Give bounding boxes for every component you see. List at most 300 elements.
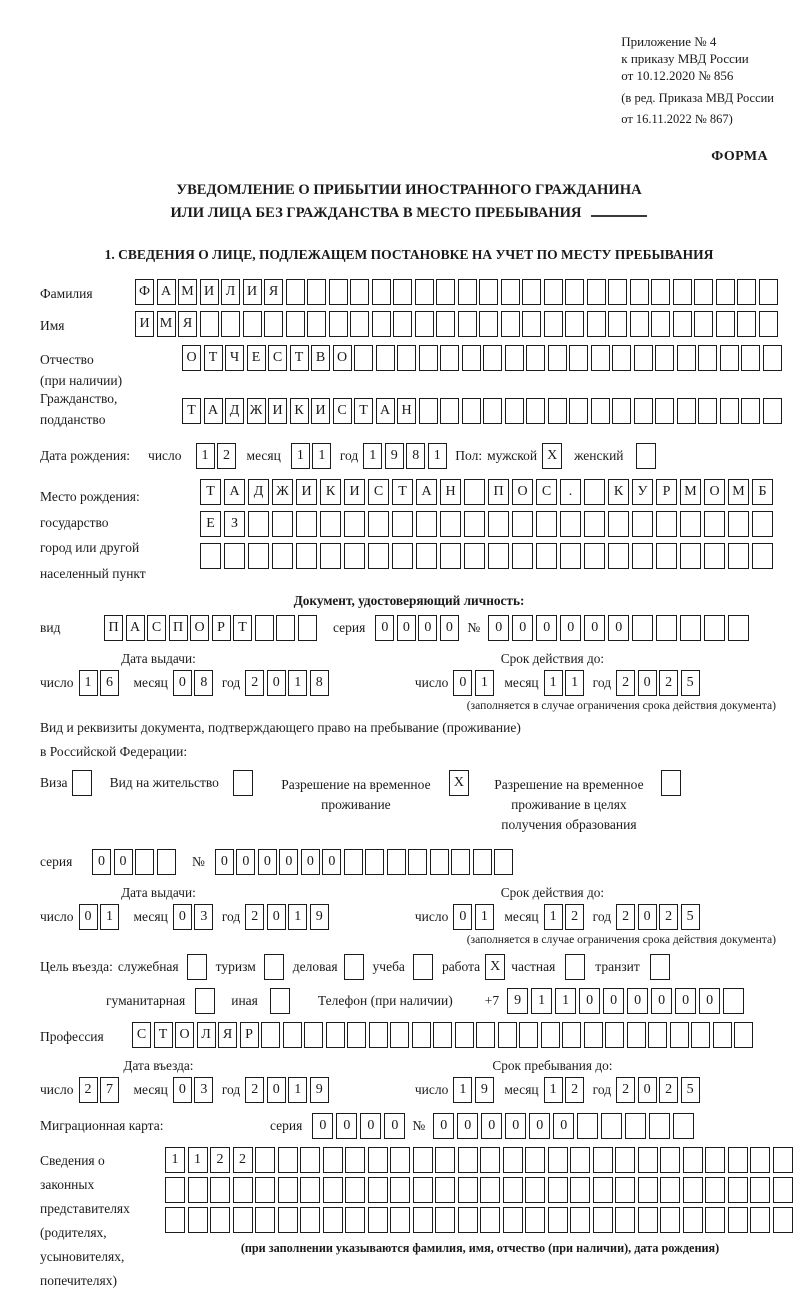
char-cell[interactable] [759,279,778,305]
char-cell[interactable]: 1 [475,670,494,696]
char-cell[interactable] [630,311,649,337]
char-cell[interactable]: 1 [196,443,215,469]
char-cell[interactable] [728,1207,748,1233]
char-cell[interactable] [365,849,384,875]
char-cell[interactable] [326,1022,345,1048]
char-cell[interactable] [677,345,696,371]
char-cell[interactable]: О [190,615,209,641]
char-cell[interactable] [728,1177,748,1203]
char-cell[interactable] [458,1147,478,1173]
char-cell[interactable] [307,279,326,305]
char-cell[interactable]: М [157,311,176,337]
char-cell[interactable] [720,345,739,371]
char-cell[interactable] [632,511,653,537]
char-cell[interactable]: Л [221,279,240,305]
char-cell[interactable]: 0 [258,849,277,875]
char-cell[interactable]: 1 [453,1077,472,1103]
char-cell[interactable] [476,1022,495,1048]
char-cell[interactable]: 0 [457,1113,478,1139]
char-cell[interactable] [233,1207,253,1233]
char-cell[interactable] [488,511,509,537]
purpose-other-checkbox[interactable] [270,988,290,1014]
char-cell[interactable]: Д [248,479,269,505]
char-cell[interactable] [298,615,317,641]
char-cell[interactable]: Р [212,615,231,641]
char-cell[interactable] [632,543,653,569]
char-cell[interactable]: 2 [616,1077,635,1103]
char-cell[interactable]: 1 [165,1147,185,1173]
char-cell[interactable]: 0 [92,849,111,875]
char-cell[interactable] [741,345,760,371]
char-cell[interactable]: 0 [173,1077,192,1103]
char-cell[interactable] [390,1207,410,1233]
char-cell[interactable] [436,311,455,337]
char-cell[interactable]: 0 [440,615,459,641]
char-cell[interactable] [307,311,326,337]
char-cell[interactable]: 0 [488,615,509,641]
purpose-work-checkbox[interactable]: X [485,954,505,980]
char-cell[interactable] [651,279,670,305]
char-cell[interactable] [773,1177,793,1203]
char-cell[interactable] [741,398,760,424]
char-cell[interactable]: 9 [475,1077,494,1103]
char-cell[interactable] [608,511,629,537]
char-cell[interactable] [188,1207,208,1233]
char-cell[interactable] [634,345,653,371]
char-cell[interactable] [416,543,437,569]
char-cell[interactable] [587,311,606,337]
char-cell[interactable] [464,511,485,537]
char-cell[interactable]: Т [354,398,373,424]
char-cell[interactable] [494,849,513,875]
char-cell[interactable]: С [536,479,557,505]
char-cell[interactable] [752,511,773,537]
char-cell[interactable]: О [512,479,533,505]
char-cell[interactable]: Е [200,511,221,537]
char-cell[interactable] [525,1147,545,1173]
char-cell[interactable] [390,1177,410,1203]
char-cell[interactable]: 0 [603,988,624,1014]
char-cell[interactable] [584,511,605,537]
char-cell[interactable] [329,279,348,305]
char-cell[interactable]: 1 [475,904,494,930]
char-cell[interactable]: 0 [267,670,286,696]
char-cell[interactable] [608,279,627,305]
char-cell[interactable] [605,1022,624,1048]
char-cell[interactable] [300,1207,320,1233]
char-cell[interactable] [413,1177,433,1203]
temp-residence-edu-checkbox[interactable] [661,770,681,796]
char-cell[interactable] [525,1177,545,1203]
char-cell[interactable]: Ж [272,479,293,505]
char-cell[interactable] [704,511,725,537]
char-cell[interactable] [397,345,416,371]
char-cell[interactable] [480,1207,500,1233]
char-cell[interactable]: 1 [288,1077,307,1103]
purpose-transit-checkbox[interactable] [650,954,670,980]
char-cell[interactable]: О [175,1022,194,1048]
char-cell[interactable] [660,1207,680,1233]
char-cell[interactable] [286,311,305,337]
char-cell[interactable] [728,511,749,537]
char-cell[interactable]: 0 [529,1113,550,1139]
char-cell[interactable] [548,1147,568,1173]
char-cell[interactable] [283,1022,302,1048]
char-cell[interactable]: 0 [79,904,98,930]
char-cell[interactable] [591,398,610,424]
char-cell[interactable]: Р [656,479,677,505]
char-cell[interactable] [323,1207,343,1233]
char-cell[interactable]: 0 [638,1077,657,1103]
char-cell[interactable] [522,279,541,305]
char-cell[interactable] [562,1022,581,1048]
char-cell[interactable] [569,345,588,371]
char-cell[interactable] [763,398,782,424]
char-cell[interactable] [210,1177,230,1203]
char-cell[interactable]: К [320,479,341,505]
char-cell[interactable] [165,1177,185,1203]
char-cell[interactable] [525,1207,545,1233]
char-cell[interactable] [673,279,692,305]
char-cell[interactable] [656,615,677,641]
char-cell[interactable] [329,311,348,337]
char-cell[interactable] [419,398,438,424]
char-cell[interactable]: 7 [100,1077,119,1103]
char-cell[interactable]: 1 [544,904,563,930]
purpose-humanitarian-checkbox[interactable] [195,988,215,1014]
char-cell[interactable] [419,345,438,371]
char-cell[interactable]: 8 [194,670,213,696]
char-cell[interactable]: П [104,615,123,641]
char-cell[interactable] [698,345,717,371]
char-cell[interactable] [660,1147,680,1173]
char-cell[interactable] [455,1022,474,1048]
char-cell[interactable] [387,849,406,875]
char-cell[interactable] [670,1022,689,1048]
char-cell[interactable]: 2 [245,1077,264,1103]
char-cell[interactable] [458,279,477,305]
char-cell[interactable]: 0 [584,615,605,641]
char-cell[interactable]: 0 [267,1077,286,1103]
char-cell[interactable]: Т [392,479,413,505]
char-cell[interactable] [368,543,389,569]
char-cell[interactable]: У [632,479,653,505]
char-cell[interactable] [433,1022,452,1048]
char-cell[interactable] [615,1147,635,1173]
char-cell[interactable] [458,311,477,337]
char-cell[interactable] [479,311,498,337]
char-cell[interactable]: 0 [173,904,192,930]
char-cell[interactable] [276,615,295,641]
char-cell[interactable]: 2 [565,1077,584,1103]
char-cell[interactable] [296,511,317,537]
char-cell[interactable] [569,398,588,424]
char-cell[interactable]: 1 [79,670,98,696]
char-cell[interactable] [323,1177,343,1203]
char-cell[interactable]: 2 [233,1147,253,1173]
char-cell[interactable] [372,279,391,305]
char-cell[interactable] [435,1207,455,1233]
char-cell[interactable] [435,1177,455,1203]
char-cell[interactable]: 2 [659,1077,678,1103]
char-cell[interactable] [255,1147,275,1173]
char-cell[interactable]: 0 [433,1113,454,1139]
char-cell[interactable] [570,1207,590,1233]
char-cell[interactable] [369,1022,388,1048]
char-cell[interactable] [593,1207,613,1233]
char-cell[interactable] [649,1113,670,1139]
char-cell[interactable] [505,345,524,371]
char-cell[interactable] [632,615,653,641]
char-cell[interactable] [773,1207,793,1233]
char-cell[interactable] [601,1113,622,1139]
char-cell[interactable] [286,279,305,305]
char-cell[interactable]: 1 [188,1147,208,1173]
char-cell[interactable] [462,398,481,424]
char-cell[interactable] [415,311,434,337]
char-cell[interactable] [512,543,533,569]
char-cell[interactable]: 1 [288,904,307,930]
char-cell[interactable] [393,311,412,337]
char-cell[interactable]: 1 [363,443,382,469]
char-cell[interactable]: Н [440,479,461,505]
char-cell[interactable] [560,543,581,569]
char-cell[interactable] [200,543,221,569]
char-cell[interactable] [713,1022,732,1048]
char-cell[interactable]: 0 [336,1113,357,1139]
char-cell[interactable] [372,311,391,337]
char-cell[interactable] [728,543,749,569]
char-cell[interactable]: 1 [428,443,447,469]
char-cell[interactable] [638,1177,658,1203]
char-cell[interactable] [648,1022,667,1048]
char-cell[interactable]: Н [397,398,416,424]
char-cell[interactable] [634,398,653,424]
char-cell[interactable] [705,1207,725,1233]
char-cell[interactable]: 0 [627,988,648,1014]
char-cell[interactable]: 1 [288,670,307,696]
char-cell[interactable]: И [200,279,219,305]
char-cell[interactable] [135,849,154,875]
char-cell[interactable] [368,1177,388,1203]
char-cell[interactable]: Е [247,345,266,371]
char-cell[interactable] [296,543,317,569]
visa-checkbox[interactable] [72,770,92,796]
purpose-official-checkbox[interactable] [187,954,207,980]
char-cell[interactable] [413,1207,433,1233]
sex-female-checkbox[interactable] [636,443,656,469]
char-cell[interactable]: 0 [453,904,472,930]
char-cell[interactable] [436,279,455,305]
char-cell[interactable] [412,1022,431,1048]
char-cell[interactable] [255,615,274,641]
char-cell[interactable] [350,279,369,305]
char-cell[interactable] [734,1022,753,1048]
char-cell[interactable] [683,1177,703,1203]
char-cell[interactable] [393,279,412,305]
char-cell[interactable]: 9 [385,443,404,469]
char-cell[interactable] [577,1113,598,1139]
char-cell[interactable]: 0 [651,988,672,1014]
char-cell[interactable] [612,345,631,371]
char-cell[interactable] [344,511,365,537]
char-cell[interactable] [548,1177,568,1203]
char-cell[interactable] [763,345,782,371]
char-cell[interactable]: И [268,398,287,424]
char-cell[interactable] [165,1207,185,1233]
char-cell[interactable]: З [224,511,245,537]
char-cell[interactable]: 0 [418,615,437,641]
char-cell[interactable]: Я [264,279,283,305]
char-cell[interactable] [673,1113,694,1139]
char-cell[interactable] [451,849,470,875]
char-cell[interactable]: 0 [312,1113,333,1139]
char-cell[interactable] [408,849,427,875]
char-cell[interactable] [720,398,739,424]
char-cell[interactable]: 0 [114,849,133,875]
char-cell[interactable] [320,543,341,569]
char-cell[interactable] [728,1147,748,1173]
char-cell[interactable]: С [333,398,352,424]
char-cell[interactable]: 1 [565,670,584,696]
char-cell[interactable] [694,279,713,305]
char-cell[interactable] [255,1207,275,1233]
char-cell[interactable] [430,849,449,875]
char-cell[interactable] [512,511,533,537]
char-cell[interactable] [435,1147,455,1173]
char-cell[interactable]: Л [197,1022,216,1048]
char-cell[interactable] [630,279,649,305]
char-cell[interactable]: . [560,479,581,505]
char-cell[interactable] [480,1147,500,1173]
char-cell[interactable] [694,311,713,337]
char-cell[interactable] [210,1207,230,1233]
char-cell[interactable] [683,1147,703,1173]
char-cell[interactable] [458,1207,478,1233]
char-cell[interactable]: 0 [173,670,192,696]
char-cell[interactable] [704,615,725,641]
char-cell[interactable] [750,1177,770,1203]
char-cell[interactable] [728,615,749,641]
char-cell[interactable]: Т [182,398,201,424]
char-cell[interactable] [505,398,524,424]
char-cell[interactable]: А [376,398,395,424]
char-cell[interactable]: Ж [247,398,266,424]
char-cell[interactable]: П [169,615,188,641]
char-cell[interactable]: С [268,345,287,371]
char-cell[interactable]: 1 [100,904,119,930]
char-cell[interactable] [272,543,293,569]
char-cell[interactable] [704,543,725,569]
char-cell[interactable] [264,311,283,337]
char-cell[interactable] [584,1022,603,1048]
char-cell[interactable]: И [135,311,154,337]
char-cell[interactable]: 0 [608,615,629,641]
char-cell[interactable] [560,511,581,537]
char-cell[interactable] [737,279,756,305]
char-cell[interactable] [503,1207,523,1233]
char-cell[interactable]: Т [204,345,223,371]
char-cell[interactable]: Ф [135,279,154,305]
char-cell[interactable]: 5 [681,904,700,930]
char-cell[interactable] [773,1147,793,1173]
char-cell[interactable] [415,279,434,305]
purpose-study-checkbox[interactable] [413,954,433,980]
residence-permit-checkbox[interactable] [233,770,253,796]
char-cell[interactable]: 0 [301,849,320,875]
char-cell[interactable] [350,311,369,337]
char-cell[interactable] [660,1177,680,1203]
char-cell[interactable] [473,849,492,875]
char-cell[interactable] [503,1177,523,1203]
char-cell[interactable]: М [728,479,749,505]
char-cell[interactable] [416,511,437,537]
char-cell[interactable] [615,1177,635,1203]
char-cell[interactable]: 2 [245,670,264,696]
char-cell[interactable] [345,1177,365,1203]
char-cell[interactable]: Т [233,615,252,641]
char-cell[interactable]: 1 [531,988,552,1014]
char-cell[interactable]: 5 [681,670,700,696]
char-cell[interactable]: 5 [681,1077,700,1103]
char-cell[interactable] [750,1147,770,1173]
char-cell[interactable]: 0 [579,988,600,1014]
char-cell[interactable]: Т [154,1022,173,1048]
char-cell[interactable]: 0 [384,1113,405,1139]
char-cell[interactable] [737,311,756,337]
char-cell[interactable] [157,849,176,875]
char-cell[interactable] [440,543,461,569]
char-cell[interactable] [440,345,459,371]
char-cell[interactable] [625,1113,646,1139]
char-cell[interactable]: Д [225,398,244,424]
char-cell[interactable] [354,345,373,371]
char-cell[interactable] [501,279,520,305]
char-cell[interactable]: 0 [322,849,341,875]
char-cell[interactable]: Р [240,1022,259,1048]
char-cell[interactable]: И [344,479,365,505]
char-cell[interactable] [584,543,605,569]
char-cell[interactable]: 9 [507,988,528,1014]
char-cell[interactable]: 9 [310,904,329,930]
char-cell[interactable] [221,311,240,337]
char-cell[interactable] [278,1177,298,1203]
char-cell[interactable] [390,1022,409,1048]
char-cell[interactable]: 2 [565,904,584,930]
char-cell[interactable] [464,543,485,569]
char-cell[interactable] [673,311,692,337]
char-cell[interactable] [188,1177,208,1203]
char-cell[interactable]: 0 [453,670,472,696]
char-cell[interactable]: 1 [291,443,310,469]
char-cell[interactable]: Я [178,311,197,337]
char-cell[interactable] [519,1022,538,1048]
char-cell[interactable] [248,511,269,537]
char-cell[interactable]: 2 [659,904,678,930]
char-cell[interactable]: 0 [553,1113,574,1139]
char-cell[interactable]: В [311,345,330,371]
char-cell[interactable] [255,1177,275,1203]
char-cell[interactable] [655,345,674,371]
char-cell[interactable] [536,543,557,569]
char-cell[interactable]: И [311,398,330,424]
char-cell[interactable]: Ч [225,345,244,371]
char-cell[interactable]: 2 [79,1077,98,1103]
char-cell[interactable] [390,1147,410,1173]
char-cell[interactable] [638,1207,658,1233]
char-cell[interactable] [691,1022,710,1048]
char-cell[interactable] [548,398,567,424]
